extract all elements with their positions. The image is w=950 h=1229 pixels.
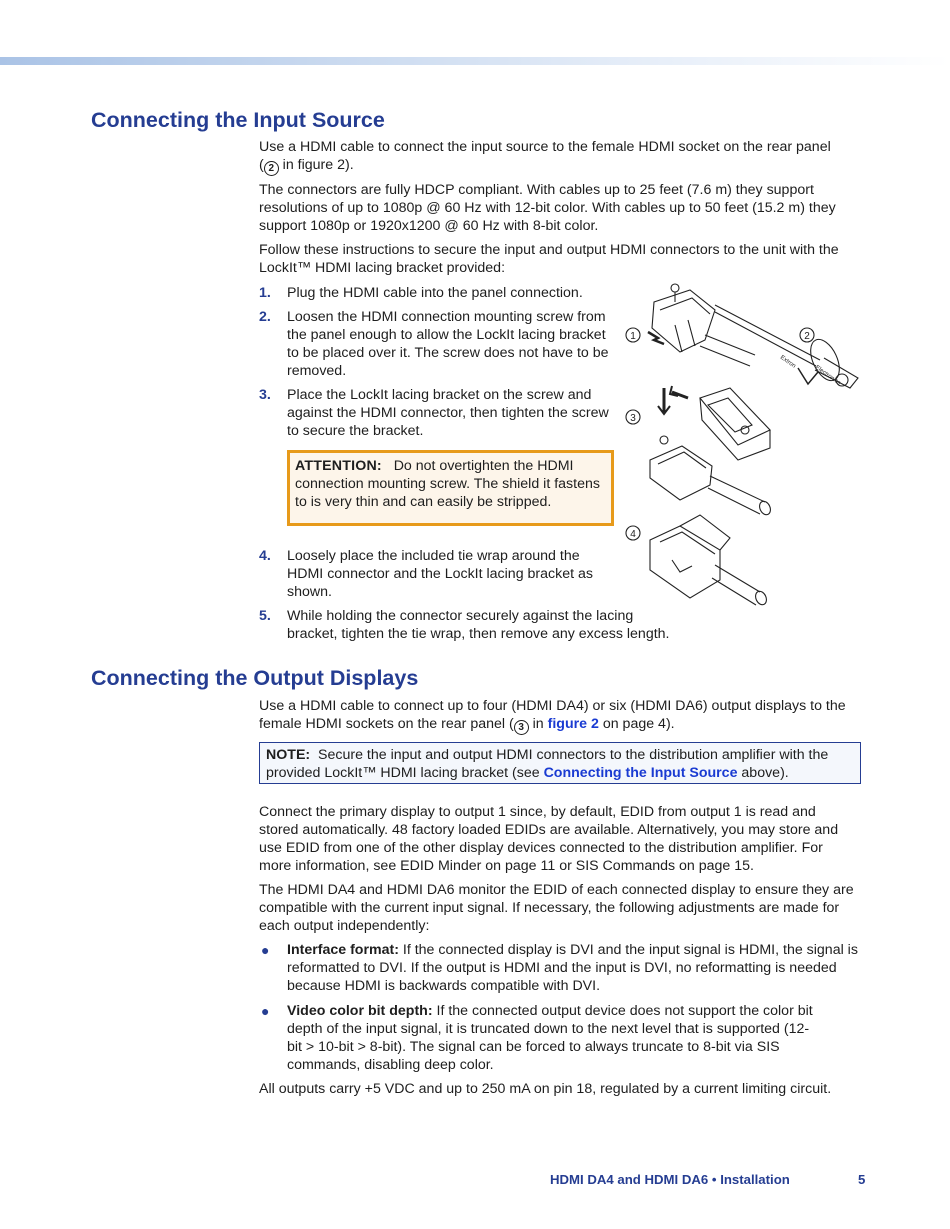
paragraph-edid: Connect the primary display to output 1 since, by default, EDID from output 1 is read and stored automatically. 48 factory loaded EDIDs are available. Alternatively, you may store and use EDID from one of the other display devices connected to the distribution amplifier. For more information, see EDID Minder on page 11 or SIS Commands on page 15. bbox=[259, 804, 839, 874]
paragraph-text: Use a HDMI cable to connect the input source to the female HDMI socket on the rear panel bbox=[259, 139, 831, 155]
callout-circle-3: 3 bbox=[514, 720, 529, 735]
attention-text: Do not overtighten the HDMI connection mounting screw. The shield it fastens to is very thin and can easily be stripped. bbox=[295, 458, 600, 510]
callout-4 bbox=[626, 526, 640, 540]
paragraph-hdcp: The connectors are fully HDCP compliant. With cables up to 25 feet (7.6 m) they support resolutions of up to 1080p @ 60 Hz with 12-bit color. With cables up to 50 feet (15.2 m) they support 1080p or 1920x1200 @ 60 Hz with 8-bit color. bbox=[259, 182, 836, 234]
step-text: Loosen the HDMI connection mounting screw from the panel enough to allow the LockIt lacing bracket to be placed over it. The screw does not have to be removed. bbox=[287, 309, 609, 379]
bullet-text bbox=[287, 941, 859, 995]
paragraph-text: in figure 2). bbox=[278, 157, 354, 173]
step-number: 4. bbox=[259, 548, 271, 564]
paragraph-text: on page 4). bbox=[598, 716, 675, 732]
paragraph-output-intro bbox=[259, 697, 859, 735]
section-title-output-displays: Connecting the Output Displays bbox=[91, 666, 419, 690]
paragraph-outputs-power: All outputs carry +5 VDC and up to 250 mA on pin 18, regulated by a current limiting circuit. bbox=[259, 1081, 832, 1097]
paragraph-text: Use a HDMI cable to connect up to four (HDMI DA4) or six (HDMI DA6) output displays to the female HDMI sockets on the rear panel ( bbox=[259, 698, 846, 732]
paren-text: ( bbox=[259, 157, 264, 173]
bullet-body: If the connected output device does not support the color bit depth of the input signal, it is truncated down to the next level that is supported (12-bit > 10-bit > 8-bit). The signal can be forced to always truncate to 8-bit via SIS commands, disabling deep color. bbox=[287, 1003, 813, 1073]
bullet-dot: ● bbox=[261, 1003, 270, 1019]
step-text: Plug the HDMI cable into the panel connection. bbox=[287, 285, 583, 301]
bullet-body: If the connected display is DVI and the input signal is HDMI, the signal is reformatted to DVI. If the output is HDMI and the input is DVI, no reformatting is needed because HDMI is backwards compatible with DVI. bbox=[287, 942, 858, 994]
callout-3 bbox=[626, 410, 640, 424]
note-box bbox=[259, 742, 861, 784]
tie-wrap-text: Extron bbox=[778, 354, 797, 370]
step-number: 5. bbox=[259, 608, 271, 624]
connecting-input-source-link[interactable]: Connecting the Input Source bbox=[543, 765, 738, 781]
step-text: Loosely place the included tie wrap around the HDMI connector and the LockIt lacing bracket as shown. bbox=[287, 548, 593, 600]
note-text: Secure the input and output HDMI connectors to the distribution amplifier with the provided LockIt™ HDMI lacing bracket (see bbox=[266, 747, 829, 781]
callout-label: 2 bbox=[804, 331, 810, 342]
lacing-bracket-figure bbox=[620, 280, 870, 630]
paragraph-instructions: Follow these instructions to secure the input and output HDMI connectors to the unit with the LockIt™ HDMI lacing bracket provided: bbox=[259, 242, 839, 276]
footer-title: HDMI DA4 and HDMI DA6 • Installation bbox=[550, 1172, 790, 1187]
step-number: 2. bbox=[259, 309, 271, 325]
callout-label: 1 bbox=[630, 331, 636, 342]
bullet-dot: ● bbox=[261, 942, 270, 958]
section-title-input-source: Connecting the Input Source bbox=[91, 108, 385, 132]
note-text: above). bbox=[737, 765, 789, 781]
paragraph-monitor: The HDMI DA4 and HDMI DA6 monitor the EDID of each connected display to ensure they are compatible with the current input signal. If necessary, the following adjustments are made for each output independently: bbox=[259, 882, 854, 934]
paragraph-text: in bbox=[528, 716, 548, 732]
callout-1 bbox=[626, 328, 640, 342]
bullet-text bbox=[287, 1002, 817, 1074]
paragraph-input-intro bbox=[259, 138, 859, 176]
bullet-label: Video color bit depth: bbox=[287, 1003, 433, 1019]
callout-circle-2: 2 bbox=[264, 161, 279, 176]
attention-label: ATTENTION: bbox=[295, 458, 382, 474]
figure-2-link[interactable]: figure 2 bbox=[547, 716, 599, 732]
callout-2 bbox=[800, 328, 814, 342]
step-number: 1. bbox=[259, 285, 271, 301]
step-number: 3. bbox=[259, 387, 271, 403]
step-text: Place the LockIt lacing bracket on the screw and against the HDMI connector, then tighten the screw to secure the bracket. bbox=[287, 387, 609, 439]
attention-box bbox=[287, 450, 614, 526]
header-gradient-bar bbox=[0, 57, 950, 65]
bullet-label: Interface format: bbox=[287, 942, 399, 958]
callout-label: 4 bbox=[630, 529, 636, 540]
page-number: 5 bbox=[858, 1172, 866, 1187]
tie-wrap-text: Electronics bbox=[813, 364, 842, 387]
step-text: While holding the connector securely against the lacing bracket, tighten the tie wrap, then remove any excess length. bbox=[287, 608, 670, 642]
note-label: NOTE: bbox=[266, 747, 311, 763]
callout-label: 3 bbox=[630, 413, 636, 424]
